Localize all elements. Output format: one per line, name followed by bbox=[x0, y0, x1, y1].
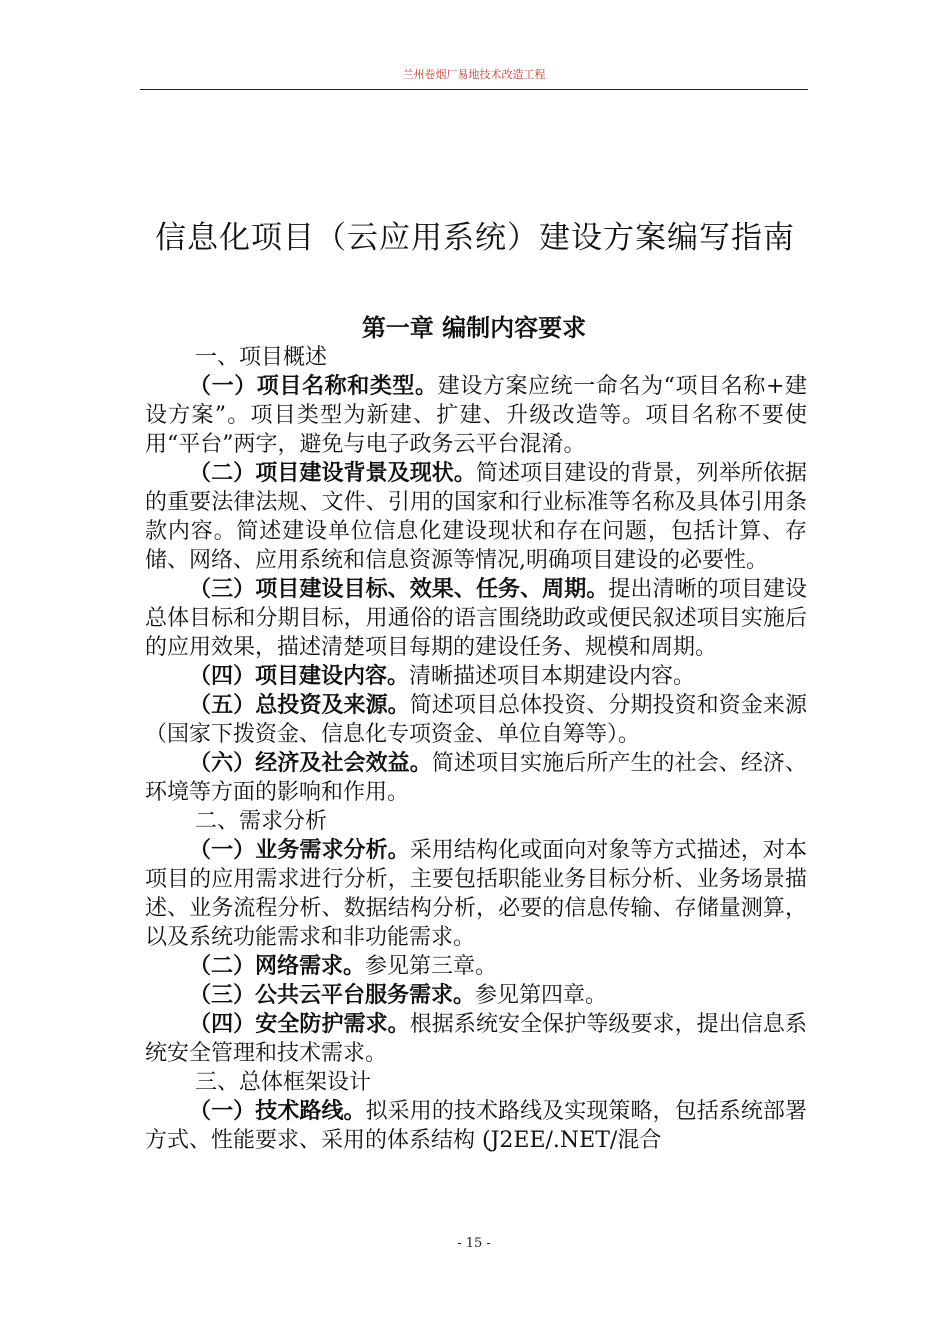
paragraph-text: 提出清晰的项目建设总体目标和分期目标，用通俗的语言围绕助政或便民叙述项目实施后的应用效果，描述清楚项目每期的建设任务、规模和周期。 bbox=[145, 577, 807, 660]
paragraph bbox=[145, 459, 807, 575]
paragraph-text: 简述项目建设的背景，列举所依据的重要法律法规、文件、引用的国家和行业标准等名称及具体引用条款内容。简述建设单位信息化建设现状和存在问题，包括计算、存储、网络、应用系统和信息资源等情况,明确项目建设的必要性。 bbox=[145, 461, 807, 573]
paragraph bbox=[145, 749, 807, 807]
page-number: - 15 - bbox=[457, 1236, 491, 1251]
paragraph-label: （二）网络需求。 bbox=[189, 954, 366, 979]
paragraph-label: （四）安全防护需求。 bbox=[189, 1012, 410, 1037]
paragraph-text: 简述项目实施后所产生的社会、经济、环境等方面的影响和作用。 bbox=[145, 751, 807, 805]
paragraph bbox=[145, 662, 807, 691]
paragraph bbox=[145, 981, 807, 1010]
paragraph bbox=[145, 952, 807, 981]
paragraph bbox=[145, 372, 807, 459]
paragraph-label: （六）经济及社会效益。 bbox=[189, 751, 432, 776]
paragraph-label: （四）项目建设内容。 bbox=[189, 664, 410, 689]
paragraph-text: 参见第四章。 bbox=[475, 983, 608, 1008]
paragraph-label: （一）项目名称和类型。 bbox=[189, 374, 438, 399]
paragraph-label: （二）项目建设背景及现状。 bbox=[189, 461, 476, 486]
paragraph-text: 建设方案应统一命名为“项目名称+建设方案”。项目类型为新建、扩建、升级改造等。项目名称不要使用“平台”两字，避免与电子政务云平台混淆。 bbox=[145, 374, 807, 457]
section-heading: 一、项目概述 bbox=[195, 345, 328, 370]
section-heading: 三、总体框架设计 bbox=[195, 1070, 372, 1095]
header-divider bbox=[140, 89, 808, 90]
paragraph bbox=[145, 1097, 807, 1155]
paragraph bbox=[145, 691, 807, 749]
paragraph-label: （三）项目建设目标、效果、任务、周期。 bbox=[189, 577, 609, 602]
paragraph-label: （五）总投资及来源。 bbox=[189, 693, 410, 718]
page-header: 兰州卷烟厂易地技术改造工程 bbox=[402, 68, 546, 81]
paragraph bbox=[145, 836, 807, 952]
chapter-heading: 第一章 编制内容要求 bbox=[361, 314, 587, 342]
paragraph-text: 根据系统安全保护等级要求，提出信息系统安全管理和技术需求。 bbox=[145, 1012, 807, 1066]
paragraph-label: （一）技术路线。 bbox=[189, 1099, 366, 1124]
paragraph-text: 采用结构化或面向对象等方式描述，对本项目的应用需求进行分析，主要包括职能业务目标分析、业务场景描述、业务流程分析、数据结构分析，必要的信息传输、存储量测算，以及系统功能需求和非功能需求。 bbox=[145, 838, 807, 950]
paragraph-text: 清晰描述项目本期建设内容。 bbox=[409, 664, 696, 689]
section-heading: 二、需求分析 bbox=[195, 809, 328, 834]
paragraph-label: （一）业务需求分析。 bbox=[189, 838, 410, 863]
paragraph-text: 拟采用的技术路线及实现策略，包括系统部署方式、性能要求、采用的体系结构 (J2EE/.NET/混合 bbox=[145, 1099, 807, 1153]
document-body bbox=[145, 343, 807, 1155]
paragraph bbox=[145, 1010, 807, 1068]
paragraph-label: （三）公共云平台服务需求。 bbox=[189, 983, 476, 1008]
paragraph-text: 简述项目总体投资、分期投资和资金来源（国家下拨资金、信息化专项资金、单位自筹等）。 bbox=[145, 693, 807, 747]
paragraph-text: 参见第三章。 bbox=[365, 954, 498, 979]
paragraph bbox=[145, 575, 807, 662]
document-title: 信息化项目（云应用系统）建设方案编写指南 bbox=[155, 220, 795, 256]
